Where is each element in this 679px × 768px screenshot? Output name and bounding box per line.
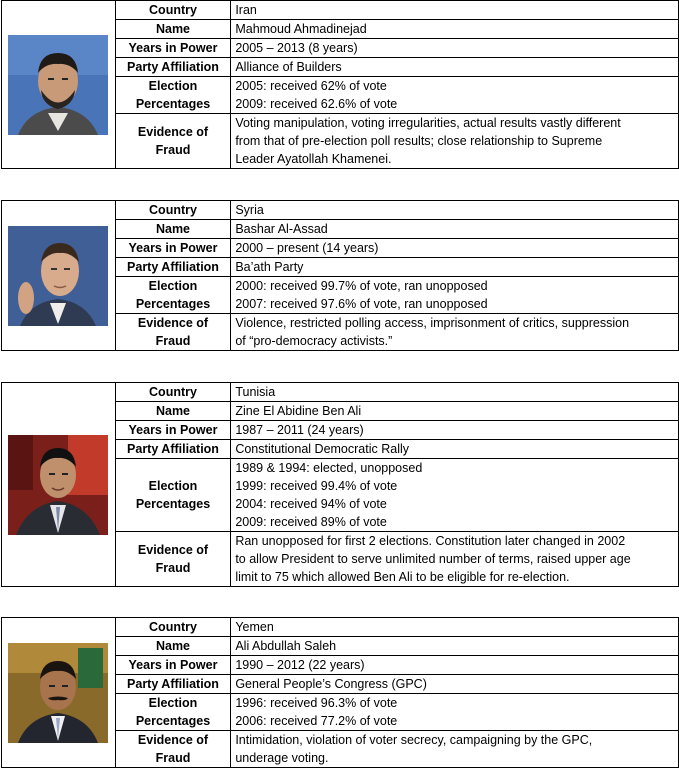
fraud-label-line: Fraud — [155, 561, 191, 575]
election-label — [115, 459, 231, 532]
table-row — [2, 618, 679, 637]
election-label — [115, 277, 231, 314]
election-label-line: Election — [148, 696, 198, 710]
table-row — [2, 1, 679, 20]
election-line: 1996: received 96.3% of vote — [235, 696, 398, 710]
fraud-label — [115, 731, 231, 768]
years-value: 2000 – present (14 years) — [231, 239, 679, 258]
name-value: Mahmoud Ahmadinejad — [231, 20, 679, 39]
election-line: 2009: received 89% of vote — [235, 515, 387, 529]
election-line: 2005: received 62% of vote — [235, 79, 387, 93]
fraud-line: Violence, restricted polling access, imprisonment of critics, suppression — [235, 316, 630, 330]
years-label: Years in Power — [115, 421, 231, 440]
fraud-label — [115, 314, 231, 351]
name-value: Ali Abdullah Saleh — [231, 637, 679, 656]
profile-table-tunisia — [1, 382, 679, 587]
fraud-label-line: Evidence of — [137, 316, 209, 330]
profile-table-syria — [1, 200, 679, 351]
election-value — [231, 459, 679, 532]
name-label: Name — [115, 402, 231, 421]
election-label-line: Percentages — [135, 297, 211, 311]
election-value — [231, 694, 679, 731]
name-value: Bashar Al-Assad — [231, 220, 679, 239]
fraud-line: to allow President to serve unlimited number of terms, raised upper age — [235, 552, 631, 566]
party-value: Ba’ath Party — [231, 258, 679, 277]
fraud-value — [231, 114, 679, 169]
party-label: Party Affiliation — [115, 440, 231, 459]
table-row — [2, 201, 679, 220]
election-value — [231, 77, 679, 114]
country-value: Yemen — [231, 618, 679, 637]
fraud-label — [115, 532, 231, 587]
party-label: Party Affiliation — [115, 258, 231, 277]
country-value: Syria — [231, 201, 679, 220]
election-line: 2009: received 62.6% of vote — [235, 97, 398, 111]
name-label: Name — [115, 220, 231, 239]
election-value — [231, 277, 679, 314]
fraud-line: limit to 75 which allowed Ben Ali to be eligible for re-election. — [235, 570, 570, 584]
fraud-value — [231, 314, 679, 351]
name-value: Zine El Abidine Ben Ali — [231, 402, 679, 421]
party-value: Alliance of Builders — [231, 58, 679, 77]
fraud-line: Ran unopposed for first 2 elections. Constitution later changed in 2002 — [235, 534, 626, 548]
years-value: 1987 – 2011 (24 years) — [231, 421, 679, 440]
photo-cell — [2, 383, 116, 587]
fraud-label-line: Fraud — [155, 143, 191, 157]
party-value: General People’s Congress (GPC) — [231, 675, 679, 694]
photo-cell — [2, 1, 116, 169]
portrait-photo-ahmadinejad — [8, 35, 108, 135]
election-label — [115, 77, 231, 114]
country-label: Country — [115, 618, 231, 637]
election-line: 1989 & 1994: elected, unopposed — [235, 461, 423, 475]
fraud-label-line: Evidence of — [137, 733, 209, 747]
name-label: Name — [115, 20, 231, 39]
country-label: Country — [115, 1, 231, 20]
fraud-line: Leader Ayatollah Khamenei. — [235, 152, 392, 166]
fraud-line: from that of pre-election poll results; close relationship to Supreme — [235, 134, 603, 148]
election-line: 2004: received 94% of vote — [235, 497, 387, 511]
portrait-photo-ben-ali — [8, 435, 108, 535]
party-value: Constitutional Democratic Rally — [231, 440, 679, 459]
profile-table-iran — [1, 0, 679, 169]
fraud-line: Intimidation, violation of voter secrecy, campaigning by the GPC, — [235, 733, 593, 747]
photo-cell — [2, 618, 116, 768]
party-label: Party Affiliation — [115, 675, 231, 694]
election-label-line: Percentages — [135, 97, 211, 111]
name-label: Name — [115, 637, 231, 656]
election-label-line: Election — [148, 279, 198, 293]
fraud-value — [231, 731, 679, 768]
years-label: Years in Power — [115, 39, 231, 58]
election-label-line: Election — [148, 79, 198, 93]
election-label — [115, 694, 231, 731]
election-label-line: Percentages — [135, 714, 211, 728]
portrait-photo-saleh — [8, 643, 108, 743]
fraud-value — [231, 532, 679, 587]
fraud-label-line: Fraud — [155, 334, 191, 348]
table-row — [2, 383, 679, 402]
country-label: Country — [115, 383, 231, 402]
fraud-line: of “pro-democracy activists.” — [235, 334, 393, 348]
photo-cell — [2, 201, 116, 351]
fraud-label — [115, 114, 231, 169]
country-value: Iran — [231, 1, 679, 20]
country-value: Tunisia — [231, 383, 679, 402]
election-line: 1999: received 99.4% of vote — [235, 479, 398, 493]
profile-table-yemen — [1, 617, 679, 768]
country-label: Country — [115, 201, 231, 220]
years-value: 2005 – 2013 (8 years) — [231, 39, 679, 58]
fraud-line: Voting manipulation, voting irregularities, actual results vastly different — [235, 116, 621, 130]
fraud-label-line: Fraud — [155, 751, 191, 765]
years-value: 1990 – 2012 (22 years) — [231, 656, 679, 675]
election-line: 2007: received 97.6% of vote, ran unopposed — [235, 297, 488, 311]
election-line: 2000: received 99.7% of vote, ran unopposed — [235, 279, 488, 293]
fraud-line: underage voting. — [235, 751, 329, 765]
portrait-photo-assad — [8, 226, 108, 326]
fraud-label-line: Evidence of — [137, 543, 209, 557]
election-label-line: Percentages — [135, 497, 211, 511]
election-label-line: Election — [148, 479, 198, 493]
years-label: Years in Power — [115, 239, 231, 258]
election-line: 2006: received 77.2% of vote — [235, 714, 398, 728]
years-label: Years in Power — [115, 656, 231, 675]
party-label: Party Affiliation — [115, 58, 231, 77]
fraud-label-line: Evidence of — [137, 125, 209, 139]
